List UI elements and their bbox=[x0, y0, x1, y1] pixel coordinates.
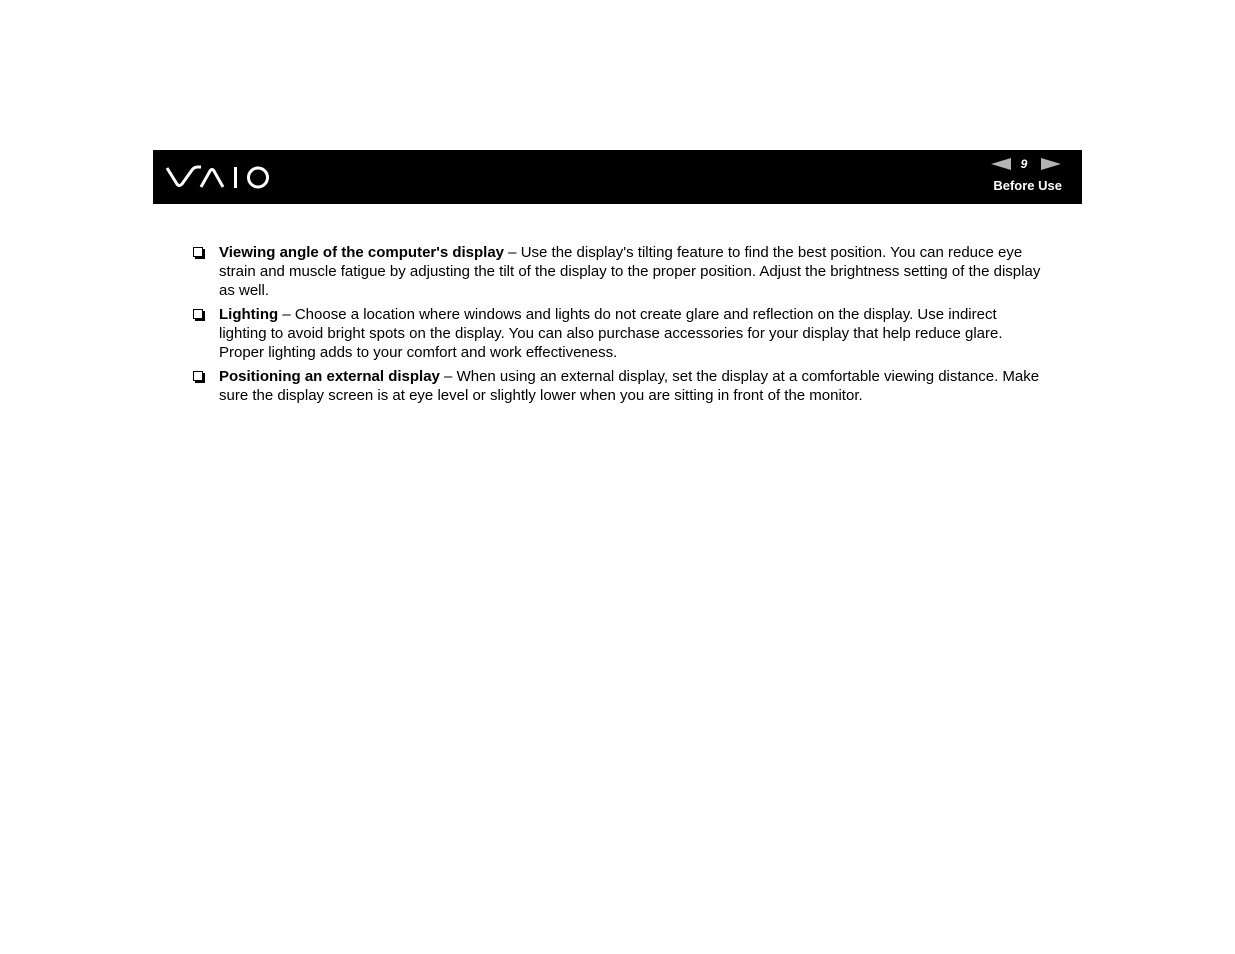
list-item bbox=[191, 243, 1047, 300]
previous-page-icon[interactable] bbox=[990, 157, 1012, 171]
item-description: – When using an external display, set the display at a comfortable viewing distance. Make sure the display screen is at eye level or slightly lower when you are sitting in front of the monitor. bbox=[219, 368, 1040, 404]
document-body bbox=[191, 243, 1047, 410]
checkbox-bullet-icon bbox=[193, 309, 203, 319]
item-term: Viewing angle of the computer's display bbox=[219, 244, 505, 261]
list-item bbox=[191, 367, 1047, 405]
next-page-icon[interactable] bbox=[1040, 157, 1062, 171]
vaio-logo bbox=[165, 163, 271, 191]
item-term: Positioning an external display bbox=[219, 368, 440, 385]
page-number: 9 bbox=[1020, 157, 1028, 171]
section-title: Before Use bbox=[993, 178, 1062, 193]
list-item bbox=[191, 305, 1047, 362]
item-description: – Choose a location where windows and lights do not create glare and reflection on the display. Use indirect lighting to avoid bright spots on the display. You can also purchase accessories for your display that help reduce glare. Proper lighting adds to your comfort and work effectiveness. bbox=[219, 306, 1003, 361]
item-term: Lighting bbox=[219, 306, 279, 323]
page-header bbox=[153, 150, 1082, 204]
page-navigation bbox=[988, 156, 1062, 174]
checkbox-bullet-icon bbox=[193, 371, 203, 381]
item-description: – Use the display's tilting feature to find the best position. You can reduce eye strain and muscle fatigue by adjusting the tilt of the display to the proper position. Adjust the brightness setting of the display as well. bbox=[219, 244, 1041, 299]
checkbox-bullet-icon bbox=[193, 247, 203, 257]
